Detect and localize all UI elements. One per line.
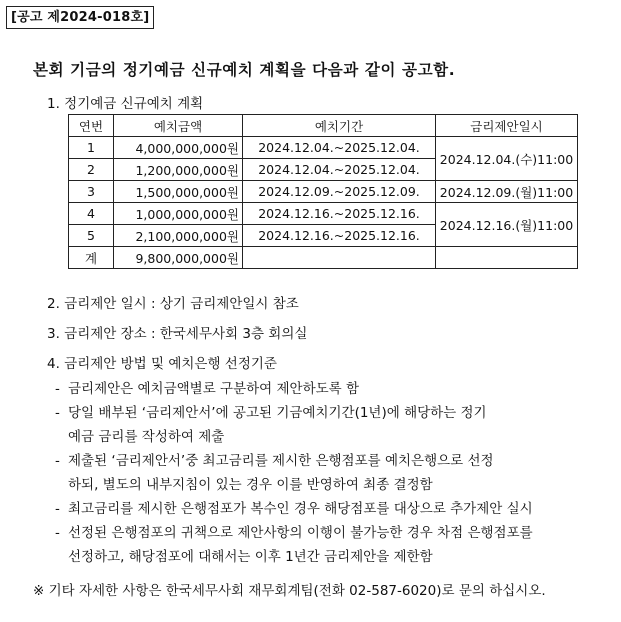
bullet-dash: - <box>55 381 60 397</box>
bullet-continuation: 예금 금리를 작성하여 제출 <box>68 429 225 445</box>
list-item <box>55 401 487 421</box>
section-3: 3. 금리제안 장소 : 한국세무사회 3층 회의실 <box>47 326 308 342</box>
row-no: 4 <box>69 203 114 225</box>
header-proposal-date: 금리제안일시 <box>436 115 578 137</box>
row-no: 2 <box>69 159 114 181</box>
bullet-text: 제출된 ‘금리제안서’중 최고금리를 제시한 은행점포를 예치은행으로 선정 <box>68 453 494 469</box>
bullet-text: 금리제안은 예치금액별로 구분하여 제안하도록 함 <box>68 381 360 397</box>
page-title: 본회 기금의 정기예금 신규예치 계획을 다음과 같이 공고함. <box>33 61 456 79</box>
bullet-text: 선정된 은행점포의 귀책으로 제안사항의 이행이 불가능한 경우 차점 은행점포를 <box>68 525 533 541</box>
row-amount: 4,000,000,000원 <box>114 137 243 159</box>
table-row <box>69 137 578 159</box>
table-total-row <box>69 247 578 269</box>
row-proposal-date: 2024.12.16.(월)11:00 <box>436 203 578 247</box>
row-amount: 1,200,000,000원 <box>114 159 243 181</box>
section-1-heading: 1. 정기예금 신규예치 계획 <box>47 96 204 112</box>
row-amount: 1,000,000,000원 <box>114 203 243 225</box>
row-proposal-date: 2024.12.09.(월)11:00 <box>436 181 578 203</box>
row-period: 2024.12.04.~2025.12.04. <box>243 159 436 181</box>
table-row <box>69 181 578 203</box>
total-amount: 9,800,000,000원 <box>114 247 243 269</box>
contact-footnote: ※ 기타 자세한 사항은 한국세무사회 재무회계팀(전화 02-587-6020)로 문의 하십시오. <box>33 583 546 599</box>
header-no: 연번 <box>69 115 114 137</box>
bullet-text: 최고금리를 제시한 은행점포가 복수인 경우 해당점포를 대상으로 추가제안 실시 <box>68 501 533 517</box>
total-date-empty <box>436 247 578 269</box>
bullet-dash: - <box>55 405 60 421</box>
section-4-heading: 4. 금리제안 방법 및 예치은행 선정기준 <box>47 356 277 372</box>
table-header-row <box>69 115 578 137</box>
row-no: 5 <box>69 225 114 247</box>
list-item <box>55 497 533 517</box>
list-item <box>55 521 533 541</box>
bullet-dash: - <box>55 501 60 517</box>
row-no: 3 <box>69 181 114 203</box>
list-item <box>55 377 359 397</box>
row-amount: 1,500,000,000원 <box>114 181 243 203</box>
bullet-continuation: 선정하고, 해당점포에 대해서는 이후 1년간 금리제안을 제한함 <box>68 549 433 565</box>
bullet-dash: - <box>55 525 60 541</box>
total-label: 계 <box>69 247 114 269</box>
row-amount: 2,100,000,000원 <box>114 225 243 247</box>
deposit-plan-table <box>68 114 578 269</box>
row-period: 2024.12.16.~2025.12.16. <box>243 203 436 225</box>
list-item <box>55 449 494 469</box>
row-period: 2024.12.16.~2025.12.16. <box>243 225 436 247</box>
row-period: 2024.12.04.~2025.12.04. <box>243 137 436 159</box>
section-2: 2. 금리제안 일시 : 상기 금리제안일시 참조 <box>47 296 299 312</box>
row-no: 1 <box>69 137 114 159</box>
header-amount: 예치금액 <box>114 115 243 137</box>
row-period: 2024.12.09.~2025.12.09. <box>243 181 436 203</box>
bullet-continuation: 하되, 별도의 내부지침이 있는 경우 이를 반영하여 최종 결정함 <box>68 477 433 493</box>
row-proposal-date: 2024.12.04.(수)11:00 <box>436 137 578 181</box>
total-period-empty <box>243 247 436 269</box>
header-period: 예치기간 <box>243 115 436 137</box>
table-row <box>69 203 578 225</box>
notice-number: [공고 제2024-018호] <box>6 6 154 29</box>
bullet-dash: - <box>55 453 60 469</box>
bullet-text: 당일 배부된 ‘금리제안서’에 공고된 기금예치기간(1년)에 해당하는 정기 <box>68 405 487 421</box>
